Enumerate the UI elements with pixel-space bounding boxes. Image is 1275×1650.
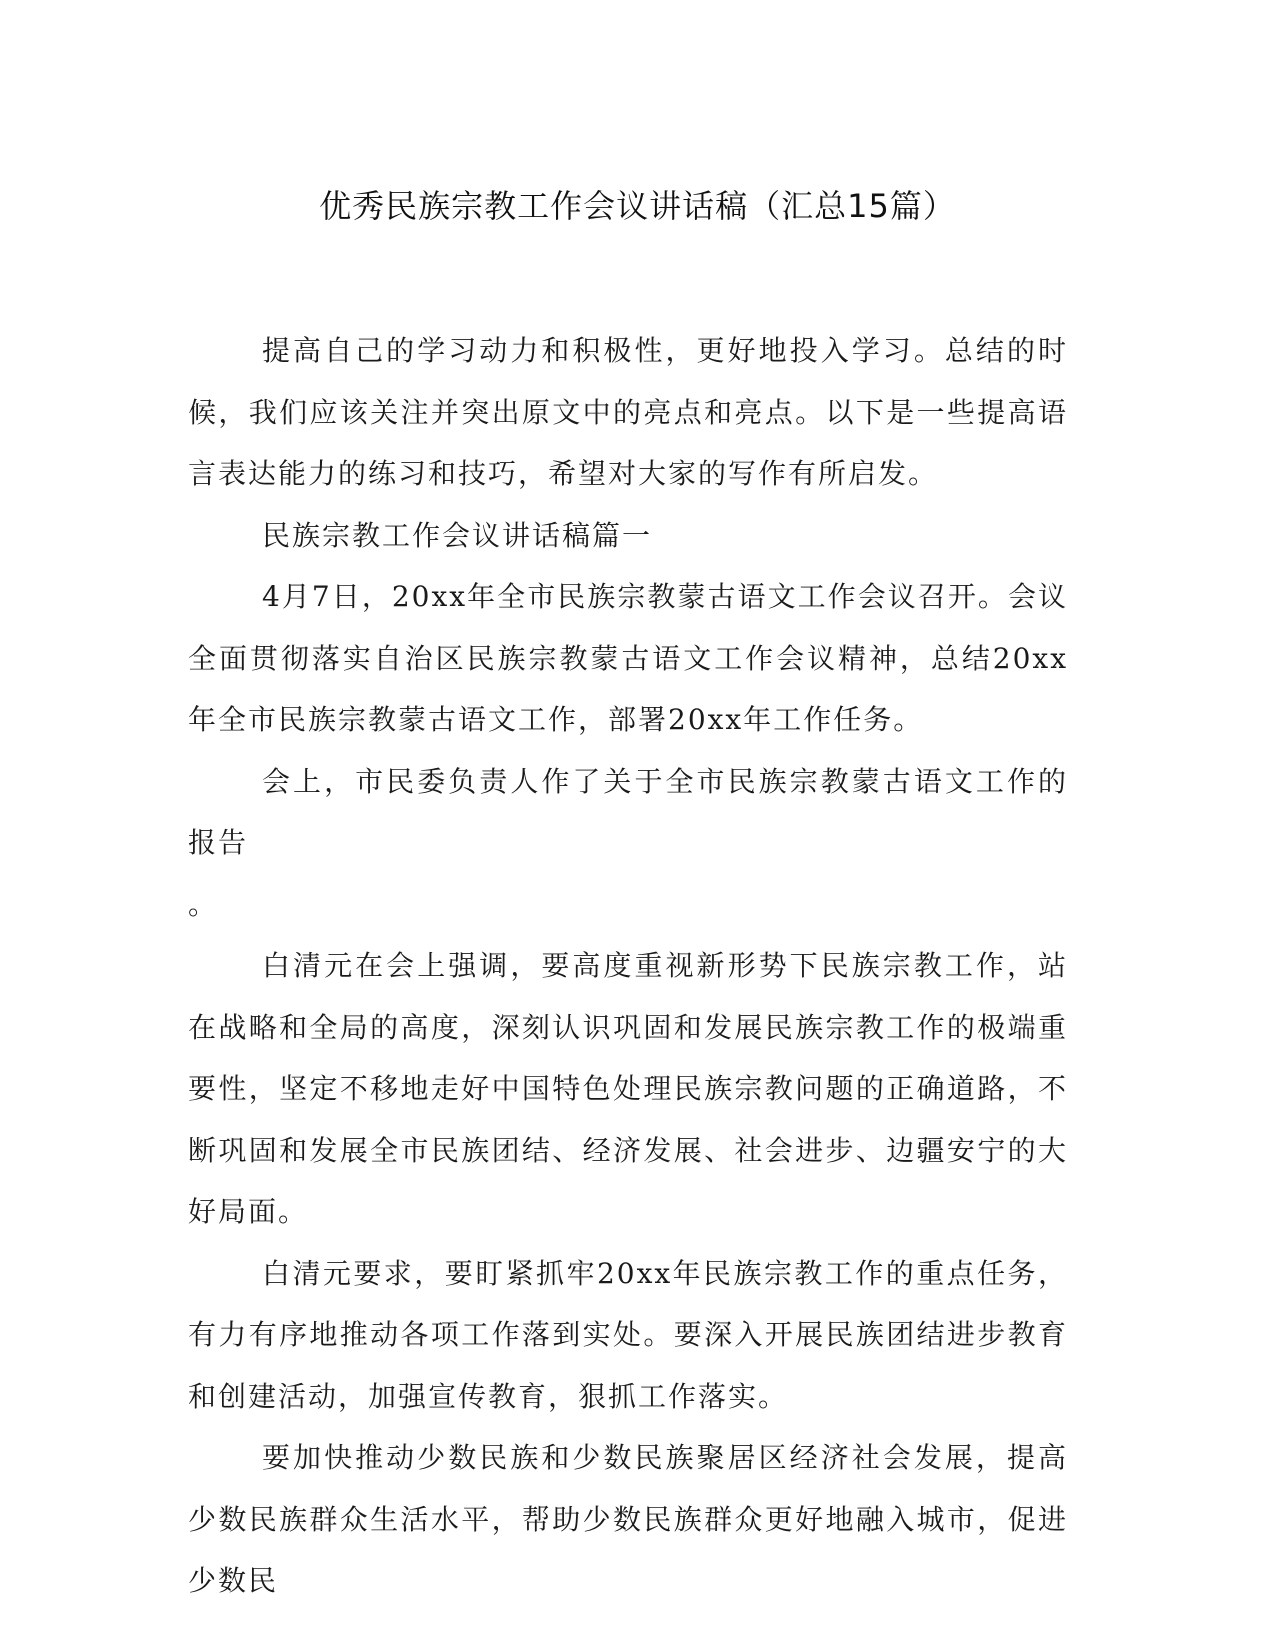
- body-paragraph: 白清元在会上强调，要高度重视新形势下民族宗教工作，站在战略和全局的高度，深刻认识巩固和发展民族宗教工作的极端重要性，坚定不移地走好中国特色处理民族宗教问题的正确道路，不断巩固和发展全市民族团结、经济发展、社会进步、边疆安宁的大好局面。: [188, 949, 1068, 1228]
- section-heading: 民族宗教工作会议讲话稿篇一: [262, 518, 653, 552]
- body-paragraph-continuation: 。: [188, 887, 219, 921]
- intro-paragraph: 提高自己的学习动力和积极性，更好地投入学习。总结的时候，我们应该关注并突出原文中的亮点和亮点。以下是一些提高语言表达能力的练习和技巧，希望对大家的写作有所启发。: [188, 334, 1068, 490]
- document-title: 优秀民族宗教工作会议讲话稿（汇总15篇）: [319, 187, 956, 225]
- body-paragraph: 4月7日，20xx年全市民族宗教蒙古语文工作会议召开。会议全面贯彻落实自治区民族宗教蒙古语文工作会议精神，总结20xx年全市民族宗教蒙古语文工作，部署20xx年工作任务。: [188, 580, 1068, 736]
- body-paragraph: 会上，市民委负责人作了关于全市民族宗教蒙古语文工作的报告: [188, 764, 1068, 859]
- document-body: [188, 320, 1068, 1612]
- body-paragraph: 白清元要求，要盯紧抓牢20xx年民族宗教工作的重点任务，有力有序地推动各项工作落到实处。要深入开展民族团结进步教育和创建活动，加强宣传教育，狠抓工作落实。: [188, 1256, 1068, 1413]
- body-paragraph: 要加快推动少数民族和少数民族聚居区经济社会发展，提高少数民族群众生活水平，帮助少数民族群众更好地融入城市，促进少数民: [188, 1441, 1068, 1597]
